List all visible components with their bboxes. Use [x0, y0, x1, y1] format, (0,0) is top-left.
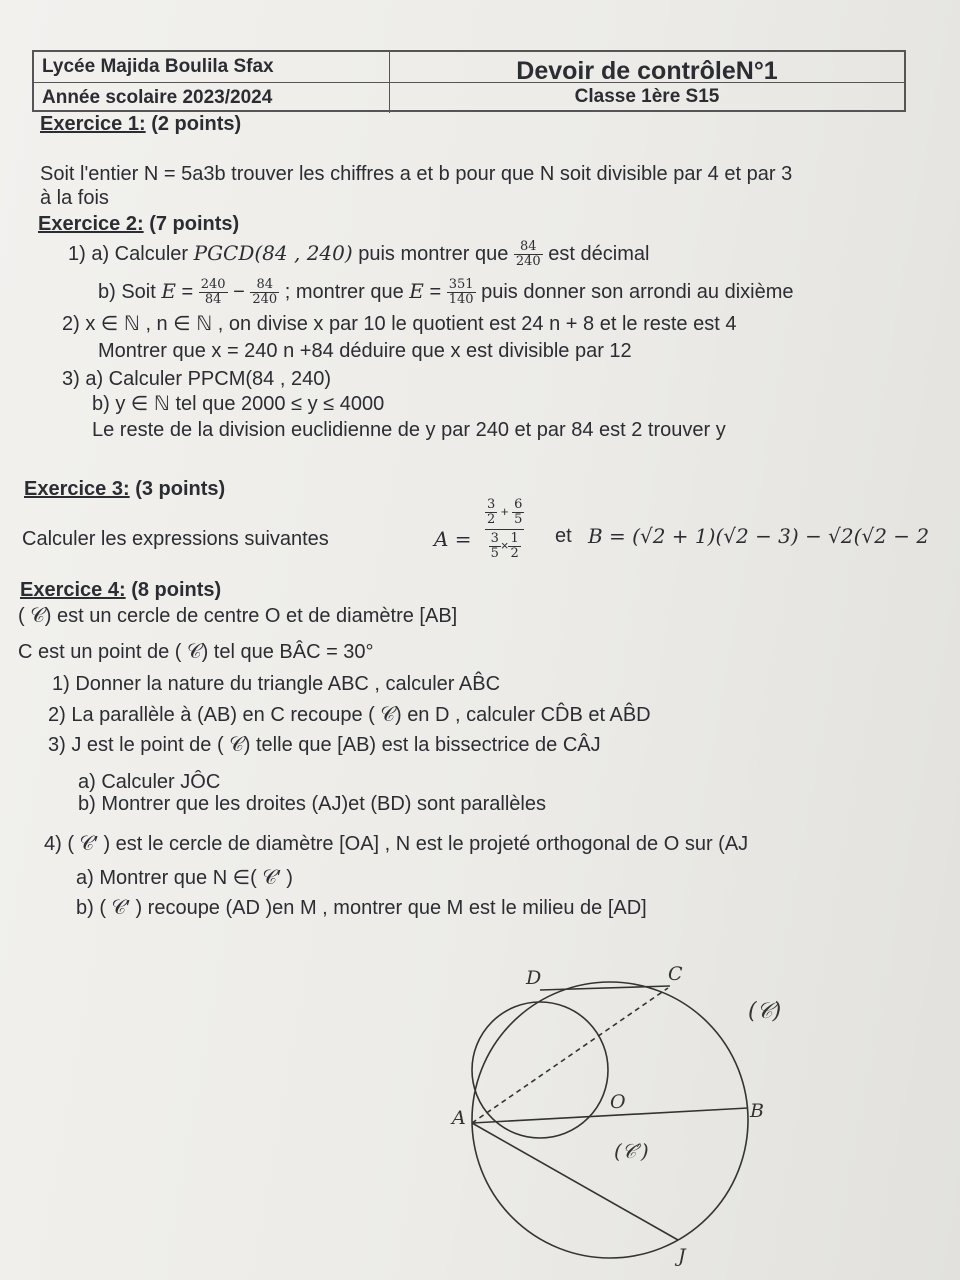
ex2-q1a-math: PGCD(84 , 240) [193, 240, 353, 265]
ex3-B-expr: B = (√2 + 1)(√2 − 3) − √2(√2 − 2 [588, 524, 930, 548]
ex2-points: (7 points) [149, 213, 240, 235]
fraction-351-140: $\frac{351}{140}$ [448, 277, 474, 307]
ex2-heading [38, 212, 239, 236]
ex3-A-label: A = [434, 527, 472, 551]
ex4-q3b: b) Montrer que les droites (AJ)et (BD) sont parallèles [78, 793, 546, 815]
ex3-A-denominator: $\frac{3}{5}$ × $\frac{1}{2}$ [490, 531, 519, 561]
ex2-q1b-mid: ; montrer que [279, 280, 410, 303]
ex2-q2-line1: 2) x ∈ ℕ , n ∈ ℕ , on divise x par 10 le quotient est 24 n + 8 et le reste est 4 [62, 313, 737, 335]
ex4-q3a: a) Calculer JÔC [78, 771, 221, 793]
header-table [32, 50, 906, 112]
ex4-q2: 2) La parallèle à (AB) en C recoupe ( 𝒞) en D , calculer CD̂B et AB̂D [48, 704, 651, 726]
ex4-heading [20, 578, 221, 602]
ex3-et: et [555, 525, 572, 547]
ex1-heading [40, 112, 241, 136]
ex2-q1b-post: puis donner son arrondi au dixième [475, 280, 794, 303]
ex4-q4a: a) Montrer que N ∈( 𝒞′ ) [76, 867, 293, 889]
ex3-A-numerator: $\frac{3}{2}$ + $\frac{6}{5}$ [485, 498, 524, 530]
point-C-label: C [668, 963, 683, 985]
ex4-title: Exercice 4: [20, 579, 126, 601]
ex2-q1b-pre: b) Soit [98, 280, 162, 303]
school-year: Année scolaire 2023/2024 [34, 83, 390, 113]
ex2-q1a-mid: puis montrer que [352, 242, 514, 265]
ex4-q4b: b) ( 𝒞′ ) recoupe (AD )en M , montrer que M est le milieu de [AD] [76, 897, 647, 919]
circle-C-label: (𝒞) [748, 999, 782, 1024]
point-J-label: J [678, 1245, 686, 1267]
ex1-title: Exercice 1: [40, 113, 146, 135]
point-O-label: O [610, 1091, 626, 1113]
geometry-figure [440, 940, 800, 1270]
ex3-text: Calculer les expressions suivantes [22, 528, 329, 550]
ex3-points: (3 points) [135, 478, 226, 500]
ex4-q1: 1) Donner la nature du triangle ABC , calculer AB̂C [52, 673, 501, 695]
fraction-240-84: $\frac{240}{84}$ [200, 277, 226, 307]
ex4-q3: 3) J est le point de ( 𝒞) telle que [AB) est la bissectrice de CÂJ [48, 734, 601, 756]
point-B-label: B [750, 1100, 764, 1122]
ex2-q3b: b) y ∈ ℕ tel que 2000 ≤ y ≤ 4000 [92, 393, 385, 415]
ex2-q3c: Le reste de la division euclidienne de y par 240 et par 84 est 2 trouver y [92, 419, 726, 441]
exam-title: Devoir de contrôleN°1 [516, 57, 778, 85]
ex2-q1b: b) Soit E = $\frac{240}{84}$ − $\frac{84}{240}$ ; montrer que E = $\frac{351}{140}$ puis donner son arrondi au dixième [98, 277, 794, 307]
school-name: Lycée Majida Boulila Sfax [34, 52, 390, 82]
ex2-q1a-pre: 1) a) Calculer [68, 242, 194, 265]
ex2-q2-line2: Montrer que x = 240 n +84 déduire que x est divisible par 12 [98, 340, 632, 362]
circle-C-prime [472, 1002, 608, 1138]
header-row-1 [34, 52, 904, 83]
ex4-line2: C est un point de ( 𝒞) tel que BÂC = 30° [18, 641, 374, 663]
fraction-84-240-b: $\frac{84}{240}$ [252, 277, 278, 307]
point-A-label: A [452, 1107, 466, 1129]
ex1-line2: à la fois [40, 187, 109, 209]
header-row-2 [34, 83, 904, 113]
ex3-title: Exercice 3: [24, 478, 130, 500]
ex4-q4: 4) ( 𝒞′ ) est le cercle de diamètre [OA] , N est le projeté orthogonal de O sur (AJ [44, 833, 749, 855]
class-label: Classe 1ère S15 [574, 86, 720, 107]
ex2-title: Exercice 2: [38, 213, 144, 235]
ex2-q1a-post: est décimal [542, 242, 650, 265]
ex3-A-fraction [485, 498, 524, 561]
point-D-label: D [526, 967, 542, 989]
ex4-line1: ( 𝒞) est un cercle de centre O et de diamètre [AB] [18, 605, 458, 627]
fraction-84-240: $\frac{84}{240}$ [515, 239, 541, 269]
ex4-points: (8 points) [131, 579, 222, 601]
ex2-q1a [68, 240, 649, 269]
circle-C-prime-label: (𝒞′) [614, 1139, 649, 1163]
ex2-q3a: 3) a) Calculer PPCM(84 , 240) [62, 368, 331, 390]
ex3-heading [24, 477, 225, 501]
ex1-points: (2 points) [151, 113, 242, 135]
ex1-line1: Soit l'entier N = 5a3b trouver les chiffres a et b pour que N soit divisible par 4 et par 3 [40, 163, 793, 185]
